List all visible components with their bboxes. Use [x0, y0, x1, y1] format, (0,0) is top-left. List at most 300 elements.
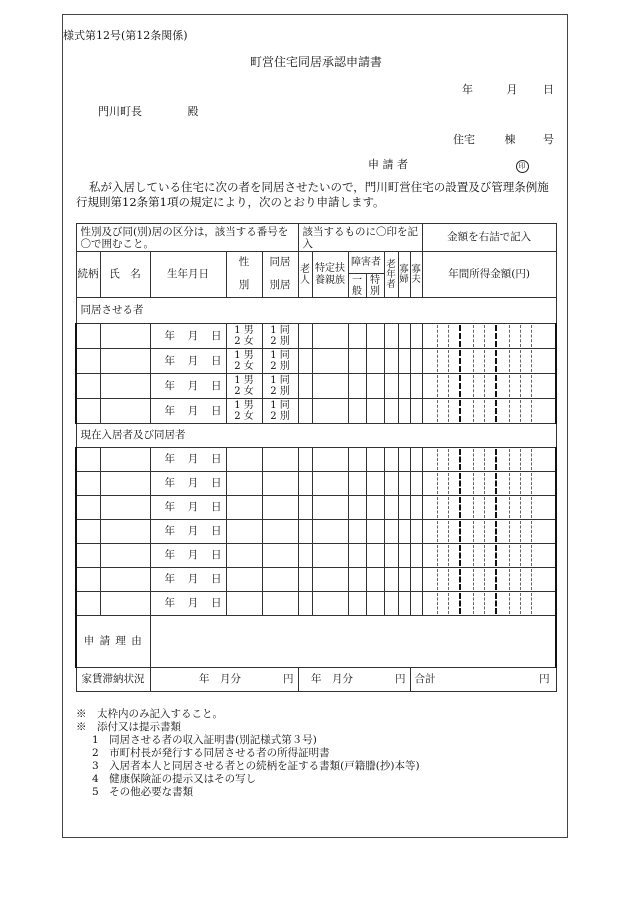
- cohab-cell[interactable]: [262, 592, 298, 616]
- cohab-option-same: 1 同: [270, 325, 290, 336]
- thousands-divider: [459, 497, 461, 518]
- digit-divider: [509, 449, 510, 470]
- dependent-cell[interactable]: [312, 496, 348, 520]
- digit-divider: [473, 569, 474, 590]
- name-cell[interactable]: [100, 448, 150, 472]
- cohab-option-separate: 2 別: [270, 336, 290, 347]
- name-cell[interactable]: [100, 520, 150, 544]
- elder-cell[interactable]: [298, 496, 312, 520]
- cohab-cell[interactable]: [262, 374, 298, 399]
- cohab-cell[interactable]: [262, 472, 298, 496]
- digit-divider: [531, 593, 532, 614]
- elder-cell[interactable]: [298, 592, 312, 616]
- widow-cell[interactable]: [398, 472, 410, 496]
- digit-divider: [437, 545, 438, 566]
- name-cell[interactable]: [100, 399, 150, 424]
- instruction-amount: 金額を右詰で記入: [422, 224, 556, 252]
- digit-divider: [520, 521, 521, 542]
- birth-day: 日: [211, 329, 222, 342]
- thousands-divider: [495, 473, 497, 494]
- sex-cell[interactable]: [226, 544, 262, 568]
- address-unit: 号: [543, 133, 554, 146]
- disabled-general-cell[interactable]: [348, 324, 366, 349]
- sex-cell[interactable]: [226, 399, 262, 424]
- name-cell[interactable]: [100, 496, 150, 520]
- cohab-cell[interactable]: [262, 520, 298, 544]
- sex-option-male: 1 男: [234, 400, 254, 411]
- digit-divider: [437, 350, 438, 372]
- elder-disabled-cell[interactable]: [384, 448, 398, 472]
- birth-cell[interactable]: [150, 568, 226, 592]
- relation-cell[interactable]: [76, 448, 100, 472]
- income-cell[interactable]: [422, 568, 556, 592]
- elder-cell[interactable]: [298, 448, 312, 472]
- elder-disabled-cell[interactable]: [384, 399, 398, 424]
- elder-cell[interactable]: [298, 520, 312, 544]
- dependent-cell[interactable]: [312, 374, 348, 399]
- widower-cell[interactable]: [410, 399, 422, 424]
- digit-divider: [509, 473, 510, 494]
- digit-divider: [484, 521, 485, 542]
- disabled-general-cell[interactable]: [348, 544, 366, 568]
- table-row: [76, 399, 556, 424]
- sex-cell[interactable]: [226, 472, 262, 496]
- relation-cell[interactable]: [76, 520, 100, 544]
- digit-divider: [484, 375, 485, 397]
- income-cell[interactable]: [422, 374, 556, 399]
- elder-cell[interactable]: [298, 399, 312, 424]
- header-disabled-special: 特別: [366, 274, 384, 298]
- elder-cell[interactable]: [298, 324, 312, 349]
- dependent-cell[interactable]: [312, 349, 348, 374]
- thousands-divider: [495, 375, 497, 397]
- birth-month: 月: [187, 573, 199, 585]
- elder-cell[interactable]: [298, 349, 312, 374]
- birth-year: 年: [164, 525, 175, 537]
- income-cell[interactable]: [422, 520, 556, 544]
- disabled-general-cell[interactable]: [348, 496, 366, 520]
- note-item: 4 健康保険証の提示又はその写し: [92, 773, 257, 785]
- disabled-general-cell[interactable]: [348, 568, 366, 592]
- thousands-divider: [459, 375, 461, 397]
- birth-day: 日: [211, 404, 222, 417]
- digit-divider: [473, 350, 474, 372]
- digit-divider: [520, 325, 521, 347]
- relation-cell[interactable]: [76, 592, 100, 616]
- cohab-cell[interactable]: [262, 544, 298, 568]
- widow-cell[interactable]: [398, 448, 410, 472]
- header-elder: 老人: [298, 252, 312, 298]
- dependent-cell[interactable]: [312, 472, 348, 496]
- table-row: [76, 520, 556, 544]
- applicant-label: 申 請 者: [368, 158, 408, 171]
- digit-divider: [437, 473, 438, 494]
- reason-field[interactable]: [150, 616, 556, 668]
- digit-divider: [473, 375, 474, 397]
- digit-divider: [509, 545, 510, 566]
- date-month: 月: [506, 83, 518, 96]
- thousands-divider: [495, 350, 497, 372]
- table-row: [76, 544, 556, 568]
- elder-disabled-cell[interactable]: [384, 472, 398, 496]
- birth-cell[interactable]: [150, 374, 226, 399]
- birth-year: 年: [164, 329, 175, 342]
- header-widower: 寡夫: [410, 252, 422, 298]
- digit-divider: [484, 497, 485, 518]
- digit-divider: [484, 400, 485, 422]
- sex-cell[interactable]: [226, 349, 262, 374]
- widower-cell[interactable]: [410, 496, 422, 520]
- birth-cell[interactable]: [150, 544, 226, 568]
- name-cell[interactable]: [100, 592, 150, 616]
- name-cell[interactable]: [100, 374, 150, 399]
- birth-month: 月: [187, 354, 199, 367]
- instruction-gender: 性別及び同(別)居の区分は，該当する番号を〇で囲むこと。: [76, 224, 298, 252]
- thousands-divider: [459, 569, 461, 590]
- header-cohab: 同居: [262, 252, 298, 274]
- birth-cell[interactable]: [150, 496, 226, 520]
- thousands-divider: [459, 473, 461, 494]
- birth-month: 月: [187, 501, 199, 513]
- income-cell[interactable]: [422, 592, 556, 616]
- thousands-divider: [459, 545, 461, 566]
- elder-disabled-cell[interactable]: [384, 349, 398, 374]
- birth-cell[interactable]: [150, 324, 226, 349]
- birth-month: 月: [187, 379, 199, 392]
- widower-cell[interactable]: [410, 324, 422, 349]
- widower-cell[interactable]: [410, 374, 422, 399]
- digit-divider: [448, 569, 449, 590]
- name-cell[interactable]: [100, 472, 150, 496]
- dependent-cell[interactable]: [312, 520, 348, 544]
- birth-year: 年: [164, 404, 175, 417]
- disabled-general-cell[interactable]: [348, 374, 366, 399]
- elder-disabled-cell[interactable]: [384, 496, 398, 520]
- table-row: [76, 496, 556, 520]
- sex-option-female: 2 女: [234, 386, 254, 397]
- widower-cell[interactable]: [410, 520, 422, 544]
- note-item: 3 入居者本人と同居させる者との続柄を証する書類(戸籍謄(抄)本等): [92, 760, 420, 772]
- thousands-divider: [459, 350, 461, 372]
- table-row: [76, 374, 556, 399]
- birth-year: 年: [164, 453, 175, 465]
- sex-option-male: 1 男: [234, 375, 254, 386]
- income-cell[interactable]: [422, 496, 556, 520]
- name-cell[interactable]: [100, 568, 150, 592]
- form-number: 様式第12号(第12条関係): [63, 29, 188, 42]
- table-row: [76, 324, 556, 349]
- disabled-special-cell[interactable]: [366, 520, 384, 544]
- sex-cell[interactable]: [226, 592, 262, 616]
- birth-cell[interactable]: [150, 399, 226, 424]
- income-cell[interactable]: [422, 448, 556, 472]
- widower-cell[interactable]: [410, 544, 422, 568]
- disabled-special-cell[interactable]: [366, 496, 384, 520]
- note-attachments: ※ 添付又は提示書類: [76, 721, 181, 733]
- digit-divider: [448, 545, 449, 566]
- header-cohab-bottom: 別居: [262, 274, 298, 298]
- table-row: [76, 472, 556, 496]
- digit-divider: [448, 375, 449, 397]
- disabled-special-cell[interactable]: [366, 324, 384, 349]
- elder-cell[interactable]: [298, 544, 312, 568]
- digit-divider: [473, 473, 474, 494]
- digit-divider: [448, 449, 449, 470]
- form-title: 町営住宅同居承認申請書: [250, 55, 383, 69]
- elder-disabled-cell[interactable]: [384, 544, 398, 568]
- cohab-cell[interactable]: [262, 568, 298, 592]
- digit-divider: [520, 350, 521, 372]
- birth-day: 日: [211, 525, 222, 537]
- digit-divider: [520, 545, 521, 566]
- birth-day: 日: [211, 597, 222, 609]
- disabled-general-cell[interactable]: [348, 592, 366, 616]
- digit-divider: [531, 497, 532, 518]
- relation-cell[interactable]: [76, 324, 100, 349]
- sex-option-male: 1 男: [234, 350, 254, 361]
- digit-divider: [473, 521, 474, 542]
- relation-cell[interactable]: [76, 544, 100, 568]
- digit-divider: [531, 325, 532, 347]
- sex-cell[interactable]: [226, 496, 262, 520]
- disabled-general-cell[interactable]: [348, 349, 366, 374]
- income-cell[interactable]: [422, 324, 556, 349]
- cohab-option-separate: 2 別: [270, 386, 290, 397]
- disabled-general-cell[interactable]: [348, 520, 366, 544]
- income-cell[interactable]: [422, 472, 556, 496]
- disabled-special-cell[interactable]: [366, 374, 384, 399]
- date-day: 日: [543, 83, 554, 96]
- elder-cell[interactable]: [298, 472, 312, 496]
- digit-divider: [448, 473, 449, 494]
- thousands-divider: [459, 521, 461, 542]
- digit-divider: [484, 545, 485, 566]
- birth-cell[interactable]: [150, 448, 226, 472]
- cohab-cell[interactable]: [262, 399, 298, 424]
- sex-option-male: 1 男: [234, 325, 254, 336]
- addressee-honorific: 殿: [187, 105, 199, 118]
- digit-divider: [484, 350, 485, 372]
- birth-month: 月: [187, 329, 199, 342]
- widow-cell[interactable]: [398, 544, 410, 568]
- income-cell[interactable]: [422, 399, 556, 424]
- digit-divider: [484, 473, 485, 494]
- elder-cell[interactable]: [298, 568, 312, 592]
- income-cell[interactable]: [422, 349, 556, 374]
- digit-divider: [437, 449, 438, 470]
- cohab-cell[interactable]: [262, 448, 298, 472]
- elder-disabled-cell[interactable]: [384, 374, 398, 399]
- disabled-special-cell[interactable]: [366, 349, 384, 374]
- digit-divider: [520, 593, 521, 614]
- rent-label: 家賃滞納状況: [76, 668, 150, 692]
- sex-cell[interactable]: [226, 324, 262, 349]
- widow-cell[interactable]: [398, 496, 410, 520]
- digit-divider: [437, 400, 438, 422]
- digit-divider: [448, 497, 449, 518]
- cohab-cell[interactable]: [262, 349, 298, 374]
- widower-cell[interactable]: [410, 472, 422, 496]
- digit-divider: [520, 497, 521, 518]
- relation-cell[interactable]: [76, 399, 100, 424]
- address-label: 住宅: [453, 133, 475, 146]
- note-bold-frame: ※ 太枠内のみ記入すること。: [76, 708, 223, 720]
- digit-divider: [473, 497, 474, 518]
- birth-cell[interactable]: [150, 592, 226, 616]
- digit-divider: [520, 449, 521, 470]
- digit-divider: [448, 593, 449, 614]
- elder-disabled-cell[interactable]: [384, 324, 398, 349]
- body-text: 私が入居している住宅に次の者を同居させたいので，門川町営住宅の設置及び管理条例施行規則第12条第1項の規定により，次のとおり申請します。: [76, 180, 549, 209]
- birth-month: 月: [187, 477, 199, 489]
- disabled-special-cell[interactable]: [366, 472, 384, 496]
- thousands-divider: [495, 521, 497, 542]
- cohab-cell[interactable]: [262, 496, 298, 520]
- name-cell[interactable]: [100, 349, 150, 374]
- note-item: 2 市町村長が発行する同居させる者の所得証明書: [92, 747, 330, 759]
- sex-option-female: 2 女: [234, 361, 254, 372]
- birth-day: 日: [211, 549, 222, 561]
- sex-cell[interactable]: [226, 568, 262, 592]
- thousands-divider: [495, 569, 497, 590]
- digit-divider: [448, 325, 449, 347]
- digit-divider: [520, 400, 521, 422]
- digit-divider: [473, 593, 474, 614]
- widow-cell[interactable]: [398, 349, 410, 374]
- birth-year: 年: [164, 573, 175, 585]
- birth-year: 年: [164, 354, 175, 367]
- dependent-cell[interactable]: [312, 568, 348, 592]
- header-income: 年間所得金額(円): [422, 252, 556, 298]
- widow-cell[interactable]: [398, 399, 410, 424]
- digit-divider: [531, 400, 532, 422]
- table-row: [76, 448, 556, 472]
- thousands-divider: [495, 325, 497, 347]
- relation-cell[interactable]: [76, 568, 100, 592]
- disabled-general-cell[interactable]: [348, 472, 366, 496]
- sex-cell[interactable]: [226, 448, 262, 472]
- widow-cell[interactable]: [398, 324, 410, 349]
- cohab-option-separate: 2 別: [270, 361, 290, 372]
- digit-divider: [520, 569, 521, 590]
- widow-cell[interactable]: [398, 592, 410, 616]
- digit-divider: [473, 325, 474, 347]
- header-disabled-general: 一般: [348, 274, 366, 298]
- elder-disabled-cell[interactable]: [384, 568, 398, 592]
- digit-divider: [473, 449, 474, 470]
- birth-year: 年: [164, 549, 175, 561]
- disabled-special-cell[interactable]: [366, 399, 384, 424]
- birth-day: 日: [211, 501, 222, 513]
- cohab-cell[interactable]: [262, 324, 298, 349]
- disabled-general-cell[interactable]: [348, 448, 366, 472]
- dependent-cell[interactable]: [312, 448, 348, 472]
- disabled-special-cell[interactable]: [366, 544, 384, 568]
- digit-divider: [531, 350, 532, 372]
- birth-month: 月: [187, 525, 199, 537]
- relation-cell[interactable]: [76, 496, 100, 520]
- header-elder-disabled: 老年者: [384, 252, 398, 298]
- digit-divider: [531, 521, 532, 542]
- widow-cell[interactable]: [398, 520, 410, 544]
- digit-divider: [437, 593, 438, 614]
- birth-year: 年: [164, 501, 175, 513]
- widow-cell[interactable]: [398, 374, 410, 399]
- dependent-cell[interactable]: [312, 399, 348, 424]
- seal-icon: 印: [516, 160, 529, 173]
- digit-divider: [473, 400, 474, 422]
- digit-divider: [437, 375, 438, 397]
- relation-cell[interactable]: [76, 349, 100, 374]
- dependent-cell[interactable]: [312, 592, 348, 616]
- digit-divider: [531, 449, 532, 470]
- elder-disabled-cell[interactable]: [384, 520, 398, 544]
- birth-month: 月: [187, 549, 199, 561]
- widower-cell[interactable]: [410, 448, 422, 472]
- birth-day: 日: [211, 573, 222, 585]
- dependent-cell[interactable]: [312, 544, 348, 568]
- thousands-divider: [495, 545, 497, 566]
- current-resident-rows: [76, 448, 556, 616]
- relation-cell[interactable]: [76, 472, 100, 496]
- digit-divider: [484, 569, 485, 590]
- digit-divider: [509, 325, 510, 347]
- digit-divider: [509, 375, 510, 397]
- income-cell[interactable]: [422, 544, 556, 568]
- widower-cell[interactable]: [410, 568, 422, 592]
- cohab-option-same: 1 同: [270, 375, 290, 386]
- birth-cell[interactable]: [150, 472, 226, 496]
- digit-divider: [531, 569, 532, 590]
- digit-divider: [448, 350, 449, 372]
- rent-part-2[interactable]: 年 月分 円: [298, 668, 410, 692]
- elder-disabled-cell[interactable]: [384, 592, 398, 616]
- disabled-special-cell[interactable]: [366, 448, 384, 472]
- thousands-divider: [459, 449, 461, 470]
- cohab-option-same: 1 同: [270, 400, 290, 411]
- sex-cell[interactable]: [226, 520, 262, 544]
- thousands-divider: [495, 497, 497, 518]
- address-building: 棟: [504, 133, 516, 146]
- rent-total[interactable]: [410, 668, 556, 692]
- total-label: 合計: [414, 673, 436, 685]
- table-row: [76, 592, 556, 616]
- birth-month: 月: [187, 597, 199, 609]
- birth-year: 年: [164, 379, 175, 392]
- dependent-cell[interactable]: [312, 324, 348, 349]
- widower-cell[interactable]: [410, 592, 422, 616]
- digit-divider: [531, 473, 532, 494]
- widow-cell[interactable]: [398, 568, 410, 592]
- name-cell[interactable]: [100, 544, 150, 568]
- name-cell[interactable]: [100, 324, 150, 349]
- birth-cell[interactable]: [150, 520, 226, 544]
- addressee-name: 門川町長: [98, 105, 142, 118]
- new-resident-rows: [76, 324, 556, 424]
- relation-cell[interactable]: [76, 374, 100, 399]
- birth-cell[interactable]: [150, 349, 226, 374]
- disabled-general-cell[interactable]: [348, 399, 366, 424]
- digit-divider: [509, 350, 510, 372]
- widower-cell[interactable]: [410, 349, 422, 374]
- disabled-special-cell[interactable]: [366, 568, 384, 592]
- elder-cell[interactable]: [298, 374, 312, 399]
- sex-cell[interactable]: [226, 374, 262, 399]
- rent-part-1[interactable]: 年 月分 円: [150, 668, 298, 692]
- disabled-special-cell[interactable]: [366, 592, 384, 616]
- header-disabled: 障害者: [348, 252, 384, 274]
- thousands-divider: [459, 325, 461, 347]
